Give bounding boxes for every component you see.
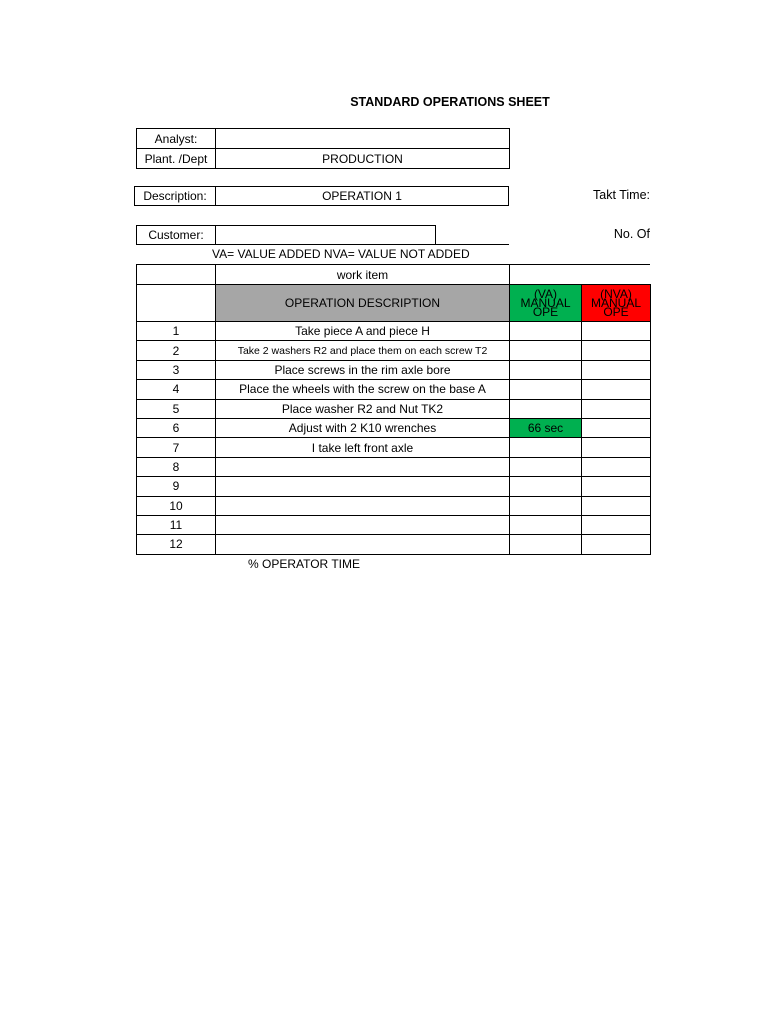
nva-time-cell[interactable] [582,438,651,457]
nva-time-cell[interactable] [582,399,651,418]
sheet-title: STANDARD OPERATIONS SHEET [350,95,550,109]
operation-description-cell[interactable]: I take left front axle [216,438,510,457]
nva-time-cell[interactable] [582,380,651,399]
operation-description-cell[interactable]: Place screws in the rim axle bore [216,360,510,379]
table-row [137,496,651,515]
nva-time-cell[interactable] [582,322,651,341]
va-time-cell[interactable] [510,380,582,399]
operation-description-cell[interactable]: Place washer R2 and Nut TK2 [216,399,510,418]
nva-time-cell[interactable] [582,457,651,476]
customer-field[interactable] [215,225,436,245]
operation-description-header: OPERATION DESCRIPTION [216,285,510,322]
row-number: 7 [137,438,216,457]
row-number: 9 [137,477,216,496]
va-time-cell[interactable] [510,341,582,360]
column-header-row [137,285,651,322]
va-time-cell[interactable] [510,535,582,554]
customer-label: Customer: [136,225,216,245]
operation-description-cell[interactable]: Place the wheels with the screw on the base A [216,380,510,399]
va-time-cell[interactable] [510,438,582,457]
plant-dept-label: Plant. /Dept [136,148,216,169]
takt-time-label: Takt Time: [593,188,650,202]
nva-time-cell[interactable] [582,418,651,437]
va-time-cell[interactable]: 66 sec [510,418,582,437]
operation-description-cell[interactable]: Take piece A and piece H [216,322,510,341]
row-number: 11 [137,515,216,534]
plant-dept-field[interactable]: PRODUCTION [215,148,510,169]
va-time-cell[interactable] [510,515,582,534]
operation-description-cell[interactable] [216,477,510,496]
row-number: 10 [137,496,216,515]
row-number: 3 [137,360,216,379]
row-number: 2 [137,341,216,360]
operation-description-cell[interactable]: Take 2 washers R2 and place them on each screw T2 [216,341,510,360]
row-number: 5 [137,399,216,418]
table-row [137,360,651,379]
table-row [137,477,651,496]
operation-description-cell[interactable] [216,515,510,534]
table-row [137,380,651,399]
nva-manual-header: (NVA) MANUAL OPE [582,285,651,322]
description-field[interactable]: OPERATION 1 [215,186,509,206]
va-time-cell[interactable] [510,496,582,515]
table-row [137,515,651,534]
table-row [137,438,651,457]
va-nva-legend: VA= VALUE ADDED NVA= VALUE NOT ADDED [212,247,470,261]
table-row [137,399,651,418]
analyst-field[interactable] [215,128,510,149]
no-of-label: No. Of [613,227,650,241]
row-number: 8 [137,457,216,476]
work-item-header-row [137,265,651,285]
va-time-cell[interactable] [510,477,582,496]
row-number: 6 [137,418,216,437]
va-time-cell[interactable] [510,322,582,341]
nva-time-cell[interactable] [582,535,651,554]
table-row [137,322,651,341]
blank-cell [137,285,216,322]
nva-time-cell[interactable] [582,515,651,534]
va-manual-header: (VA) MANUAL OPE [510,285,582,322]
operation-description-cell[interactable]: Adjust with 2 K10 wrenches [216,418,510,437]
table-row [137,418,651,437]
row-number: 4 [137,380,216,399]
operation-description-cell[interactable] [216,457,510,476]
nva-time-cell[interactable] [582,341,651,360]
operations-table [136,264,651,555]
work-item-header: work item [216,265,510,285]
operator-time-label: % OPERATOR TIME [247,557,361,571]
blank-cell [137,265,216,285]
nva-time-cell[interactable] [582,360,651,379]
row-number: 12 [137,535,216,554]
blank-cell [510,265,651,285]
table-row [137,341,651,360]
va-time-cell[interactable] [510,457,582,476]
operation-description-cell[interactable] [216,535,510,554]
va-time-cell[interactable] [510,360,582,379]
table-row [137,457,651,476]
analyst-label: Analyst: [136,128,216,149]
table-row [137,535,651,554]
row-number: 1 [137,322,216,341]
nva-time-cell[interactable] [582,496,651,515]
va-time-cell[interactable] [510,399,582,418]
nva-time-cell[interactable] [582,477,651,496]
customer-underline [435,244,509,245]
description-label: Description: [134,186,216,206]
operation-description-cell[interactable] [216,496,510,515]
